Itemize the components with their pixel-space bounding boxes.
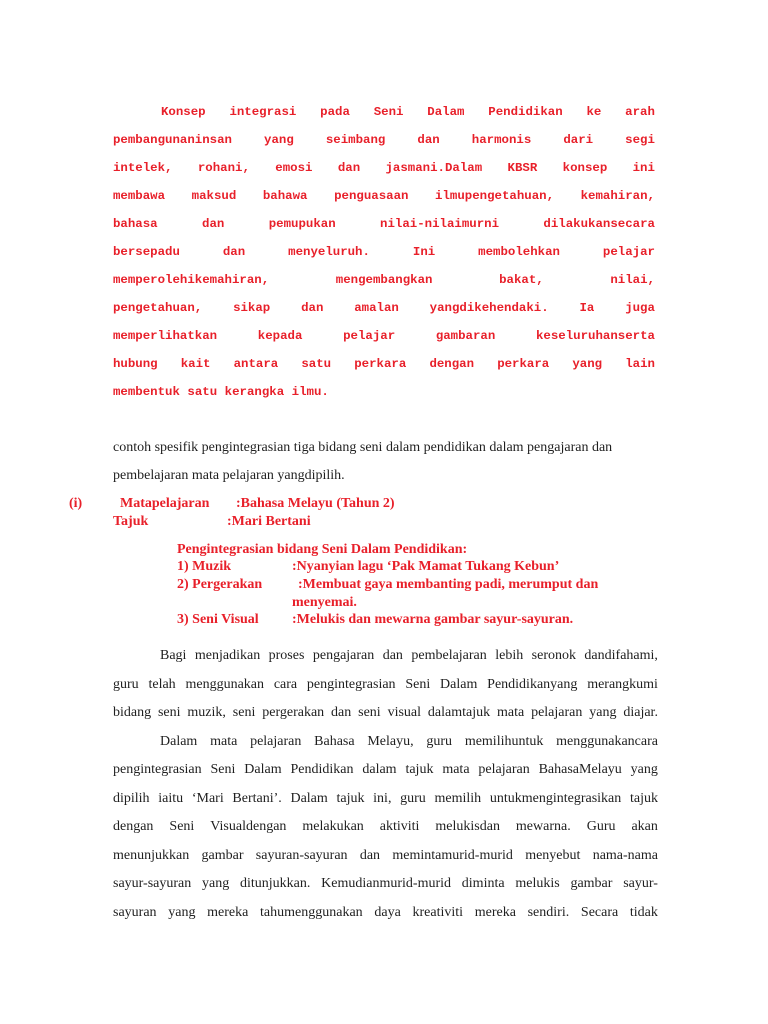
concept-line [113, 350, 655, 378]
word: dan [301, 301, 324, 315]
word: pelajar [602, 245, 655, 259]
word: dalamtajuk [427, 705, 491, 720]
word: Seni [169, 819, 195, 834]
word: dengan [113, 819, 154, 834]
word: Pendidikan [290, 762, 354, 777]
word: pengetahuan, [113, 301, 203, 315]
word: dan [337, 161, 361, 175]
word: satu [301, 357, 332, 371]
item-value-pergerakan-cont: menyemai. [292, 595, 357, 610]
body-line [113, 842, 658, 871]
word: cara [273, 676, 298, 692]
word: dari [563, 133, 594, 147]
word: yang [589, 705, 617, 720]
word: pembangunaninsan [113, 133, 232, 147]
word: ilmu. [291, 385, 329, 399]
word: gambar [570, 876, 613, 891]
word: jasmani.Dalam [385, 161, 483, 175]
word: diajar. [623, 705, 658, 720]
body-line [113, 870, 658, 899]
word: Kemudianmurid-murid [321, 876, 452, 891]
word: menunjukkan [113, 847, 190, 863]
word: membawa [113, 189, 166, 203]
word: melakukan [302, 819, 364, 834]
word: ini, [373, 790, 392, 806]
word: nilai-nilaimurni [380, 217, 500, 231]
word: pembelajaran [411, 648, 487, 663]
word: visual [387, 705, 422, 720]
concept-line [113, 378, 655, 406]
word: amalan [354, 301, 399, 315]
word: Dalam [244, 762, 282, 777]
word: untukmengintegrasikan [489, 790, 622, 806]
item-label-muzik: 1) Muzik [177, 559, 232, 574]
example-number: (i) [69, 496, 83, 511]
word: pelajaran [531, 705, 583, 720]
word: sayuran-sayuran [255, 847, 348, 863]
word: hubung [113, 357, 158, 371]
word: sayur-sayuran [113, 876, 192, 891]
word: seimbang [325, 133, 386, 147]
word: dan [222, 245, 246, 259]
word: Ia [579, 301, 595, 315]
word: maksud [191, 189, 237, 203]
word: daya [374, 904, 401, 920]
word: ke [586, 105, 602, 119]
word: yang [572, 357, 603, 371]
word: dalam [362, 762, 397, 777]
word: menggunakan [185, 676, 265, 692]
word: mereka [474, 904, 516, 920]
word: tajuk [336, 790, 365, 806]
word: ditunjukkan. [240, 876, 311, 891]
word: mata [210, 733, 238, 749]
word: dan [202, 217, 225, 231]
concept-line [113, 154, 655, 182]
word: segi [625, 133, 655, 147]
word: antara [233, 357, 279, 371]
word: pemupukan [268, 217, 336, 231]
word: yang [168, 904, 196, 920]
word: dilakukansecara [543, 217, 655, 231]
concept-line [113, 238, 655, 266]
word: Bagi [160, 648, 187, 663]
word: dandifahami, [584, 648, 658, 663]
concept-line [113, 98, 655, 126]
body-line [113, 813, 658, 842]
word: pergerakan [262, 705, 325, 720]
word: Seni [210, 762, 236, 777]
word: Dalam [290, 790, 328, 806]
word: emosi [275, 161, 313, 175]
word: Pendidikan [488, 105, 563, 119]
word: pada [320, 105, 350, 119]
word: keseluruhanserta [535, 329, 655, 343]
word: mata [442, 762, 470, 777]
body-line [113, 699, 658, 728]
word: Bertani’. [232, 790, 282, 806]
word: akan [631, 819, 658, 834]
word: mata [496, 705, 525, 720]
word: dan [382, 648, 403, 663]
word: penguasaan [334, 189, 409, 203]
word: dan [331, 705, 352, 720]
word: Pendidikanyang [487, 676, 578, 692]
word: guru [426, 733, 453, 749]
word: Seni [373, 105, 404, 119]
word: seni [232, 705, 256, 720]
topic-label: Tajuk [113, 514, 149, 529]
word: menggunakancara [556, 733, 658, 749]
word: pengajaran [312, 648, 375, 663]
word: pelajaran [250, 733, 302, 749]
word: bersepadu [113, 245, 180, 259]
word: kerangka [224, 385, 285, 399]
word: ini [632, 161, 655, 175]
concept-line [113, 266, 655, 294]
word: telah [148, 676, 176, 692]
word: nama-nama [592, 847, 658, 863]
word: merangkumi [587, 676, 658, 692]
word: arah [625, 105, 655, 119]
word: aktiviti [379, 819, 420, 834]
word: guru [113, 676, 139, 692]
word: Visualdengan [210, 819, 287, 834]
word: gambaran [435, 329, 496, 343]
word: Ini [412, 245, 436, 259]
word: pelajar [343, 329, 396, 343]
word: Dalam [440, 676, 478, 692]
word: satu [187, 385, 218, 399]
body-line [113, 785, 658, 814]
word: Dalam [160, 733, 198, 749]
concept-line [113, 126, 655, 154]
word: menyebut [525, 847, 581, 863]
word: lain [625, 357, 655, 371]
word: lebih [495, 648, 524, 663]
word: tajuk [405, 762, 434, 777]
word: melukis [515, 876, 560, 891]
word: perkara [354, 357, 407, 371]
word: konsep [562, 161, 608, 175]
item-label-seni-visual: 3) Seni Visual [177, 612, 259, 627]
concept-line [113, 322, 655, 350]
word: yangdikehendaki. [429, 301, 549, 315]
word: sendiri. [527, 904, 570, 920]
word: memintamurid-murid [392, 847, 513, 863]
word: Guru [586, 819, 616, 834]
word: bahawa [262, 189, 308, 203]
word: yang [264, 133, 294, 147]
word: KBSR [507, 161, 538, 175]
word: Konsep [161, 105, 206, 119]
item-value-pergerakan: :Membuat gaya membanting padi, merumput dan [298, 577, 599, 592]
concept-paragraph [113, 98, 655, 406]
word: mereka [207, 904, 249, 920]
word: Bahasa [314, 733, 355, 749]
word: seronok [531, 648, 576, 663]
word: memperlihatkan [113, 329, 218, 343]
word: BahasaMelayu [538, 762, 622, 777]
word: kait [180, 357, 211, 371]
word: Seni [405, 676, 431, 692]
word: seni [358, 705, 381, 720]
word: ilmupengetahuan, [435, 189, 555, 203]
word: dengan [429, 357, 475, 371]
word: ‘Mari [191, 790, 224, 806]
word: pengintegrasian [306, 676, 396, 692]
intro-line: contoh spesifik pengintegrasian tiga bidang seni dalam pendidikan dalam pengajaran dan [113, 440, 613, 455]
word: dan [417, 133, 440, 147]
word: sayur- [623, 876, 658, 891]
word: Dalam [427, 105, 465, 119]
subject-label: Matapelajaran [120, 496, 210, 511]
concept-line [113, 294, 655, 322]
word: pelajaran [478, 762, 530, 777]
concept-line [113, 182, 655, 210]
word: mengembangkan [335, 273, 433, 287]
word: kreativiti [412, 904, 464, 920]
word: kemahiran, [580, 189, 655, 203]
word: muzik, [187, 705, 226, 720]
item-label-pergerakan: 2) Pergerakan [177, 577, 263, 592]
word: proses [268, 648, 305, 663]
word: bidang [113, 705, 152, 720]
concept-line [113, 210, 655, 238]
word: bakat, [499, 273, 544, 287]
word: Secara [580, 904, 619, 920]
word: menyeluruh. [288, 245, 370, 259]
word: juga [625, 301, 655, 315]
word: tahumenggunakan [260, 904, 363, 920]
word: memperolehikemahiran, [113, 273, 270, 287]
word: sayuran [113, 904, 157, 920]
intro-paragraph [113, 434, 658, 490]
word: menjadikan [194, 648, 261, 663]
integration-heading: Pengintegrasian bidang Seni Dalam Pendidikan: [177, 542, 468, 557]
word: kepada [257, 329, 303, 343]
word: guru [400, 790, 426, 806]
word: pengintegrasian [113, 762, 202, 777]
word: gambar [201, 847, 244, 863]
topic-value: :Mari Bertani [227, 514, 311, 529]
body-line [113, 728, 658, 757]
intro-line: pembelajaran mata pelajaran yangdipilih. [113, 468, 345, 483]
word: perkara [497, 357, 550, 371]
word: tajuk [629, 790, 658, 806]
word: yang [630, 762, 658, 777]
word: mewarna. [515, 819, 571, 834]
word: integrasi [229, 105, 297, 119]
word: dan [359, 847, 381, 863]
word: harmonis [471, 133, 532, 147]
body-line [113, 671, 658, 700]
word: sikap [233, 301, 271, 315]
word: yang [202, 876, 230, 891]
word: iaitu [158, 790, 184, 806]
word: memilih [434, 790, 482, 806]
word: membentuk [113, 385, 180, 399]
item-value-seni-visual: :Melukis dan mewarna gambar sayur-sayuran. [292, 612, 574, 627]
word: diminta [461, 876, 505, 891]
subject-value: :Bahasa Melayu (Tahun 2) [236, 496, 395, 511]
word: intelek, [113, 161, 173, 175]
word: membolehkan [478, 245, 560, 259]
body-line [113, 642, 658, 671]
word: memilihuntuk [464, 733, 544, 749]
word: nilai, [610, 273, 655, 287]
body-line [113, 756, 658, 785]
body-paragraphs [113, 642, 658, 927]
word: tidak [629, 904, 658, 920]
item-value-muzik: :Nyanyian lagu ‘Pak Mamat Tukang Kebun’ [292, 559, 560, 574]
word: dipilih [113, 790, 150, 806]
word: seni [157, 705, 181, 720]
word: bahasa [113, 217, 158, 231]
word: rohani, [197, 161, 250, 175]
body-line [113, 899, 658, 928]
word: melukisdan [435, 819, 500, 834]
word: Melayu, [367, 733, 414, 749]
